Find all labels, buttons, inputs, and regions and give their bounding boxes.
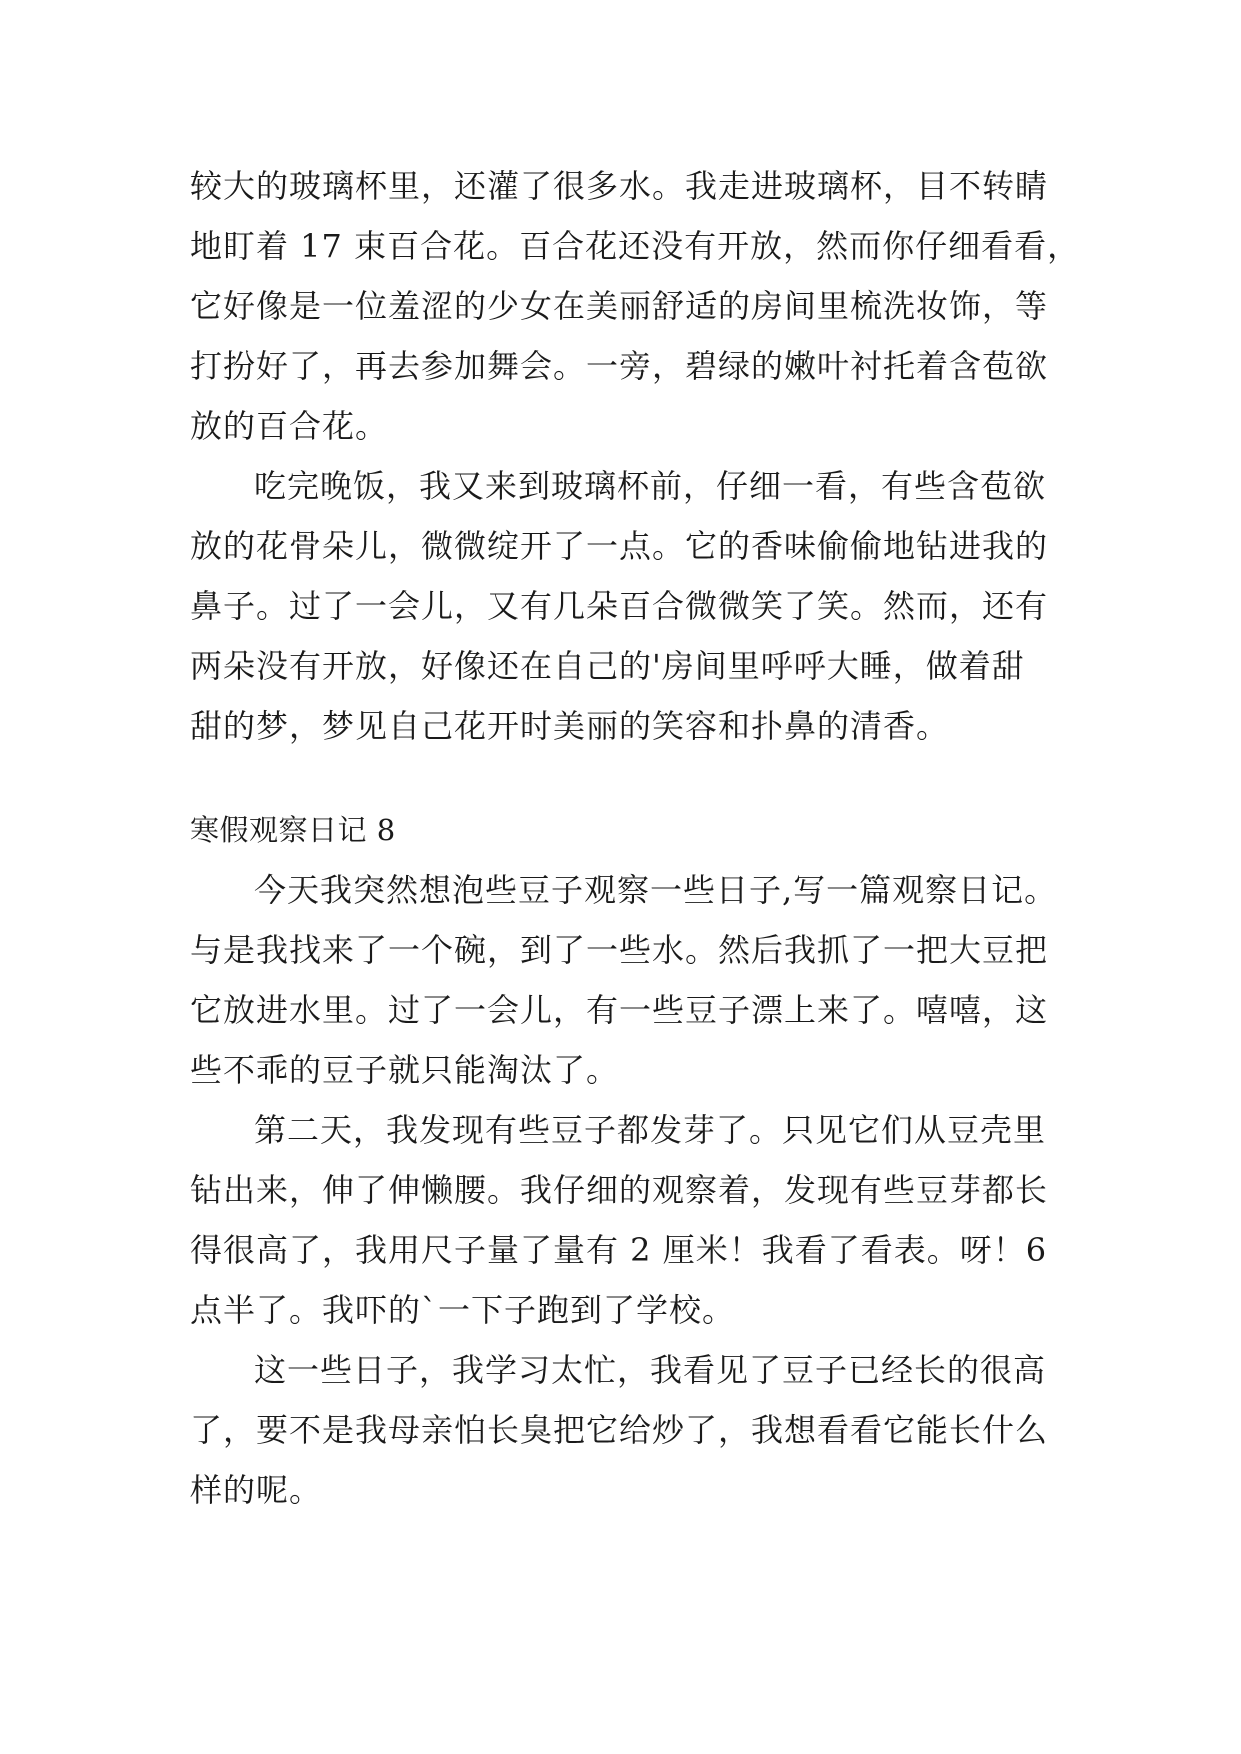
text-line: 它好像是一位羞涩的少女在美丽舒适的房间里梳洗妆饰，等	[190, 287, 1049, 325]
text-line: 与是我找来了一个碗，到了一些水。然后我抓了一把大豆把	[190, 931, 1049, 969]
text-line: 钻出来，伸了伸懒腰。我仔细的观察着，发现有些豆芽都长	[190, 1171, 1049, 1209]
text-line: 甜的梦，梦见自己花开时美丽的笑容和扑鼻的清香。	[190, 707, 950, 745]
text-line: 得很高了，我用尺子量了量有 2 厘米！我看了看表。呀！6	[190, 1231, 1048, 1269]
text-line: 了，要不是我母亲怕长臭把它给炒了，我想看看它能长什么	[190, 1411, 1049, 1449]
text-line: 第二天，我发现有些豆子都发芽了。只见它们从豆壳里	[254, 1111, 1047, 1149]
section-heading: 寒假观察日记 8	[190, 813, 396, 847]
text-line: 放的花骨朵儿，微微绽开了一点。它的香味偷偷地钻进我的	[190, 527, 1049, 565]
text-line: 鼻子。过了一会儿，又有几朵百合微微笑了笑。然而，还有	[190, 587, 1049, 625]
text-line: 较大的玻璃杯里，还灌了很多水。我走进玻璃杯，目不转睛	[190, 167, 1049, 205]
text-line: 今天我突然想泡些豆子观察一些日子,写一篇观察日记。	[254, 871, 1058, 909]
text-line: 点半了。我吓的`一下子跑到了学校。	[190, 1291, 736, 1329]
text-line: 它放进水里。过了一会儿，有一些豆子漂上来了。嘻嘻，这	[190, 991, 1049, 1029]
text-line: 地盯着 17 束百合花。百合花还没有开放，然而你仔细看看，	[190, 227, 1081, 265]
text-line: 两朵没有开放，好像还在自己的'房间里呼呼大睡，做着甜	[190, 647, 1025, 685]
text-line: 放的百合花。	[190, 407, 389, 445]
text-line: 样的呢。	[190, 1471, 323, 1509]
text-line: 打扮好了，再去参加舞会。一旁，碧绿的嫩叶衬托着含苞欲	[190, 347, 1049, 385]
text-line: 这一些日子，我学习太忙，我看见了豆子已经长的很高	[254, 1351, 1047, 1389]
text-line: 些不乖的豆子就只能淘汰了。	[190, 1051, 620, 1089]
text-line: 吃完晚饭，我又来到玻璃杯前，仔细一看，有些含苞欲	[254, 467, 1047, 505]
